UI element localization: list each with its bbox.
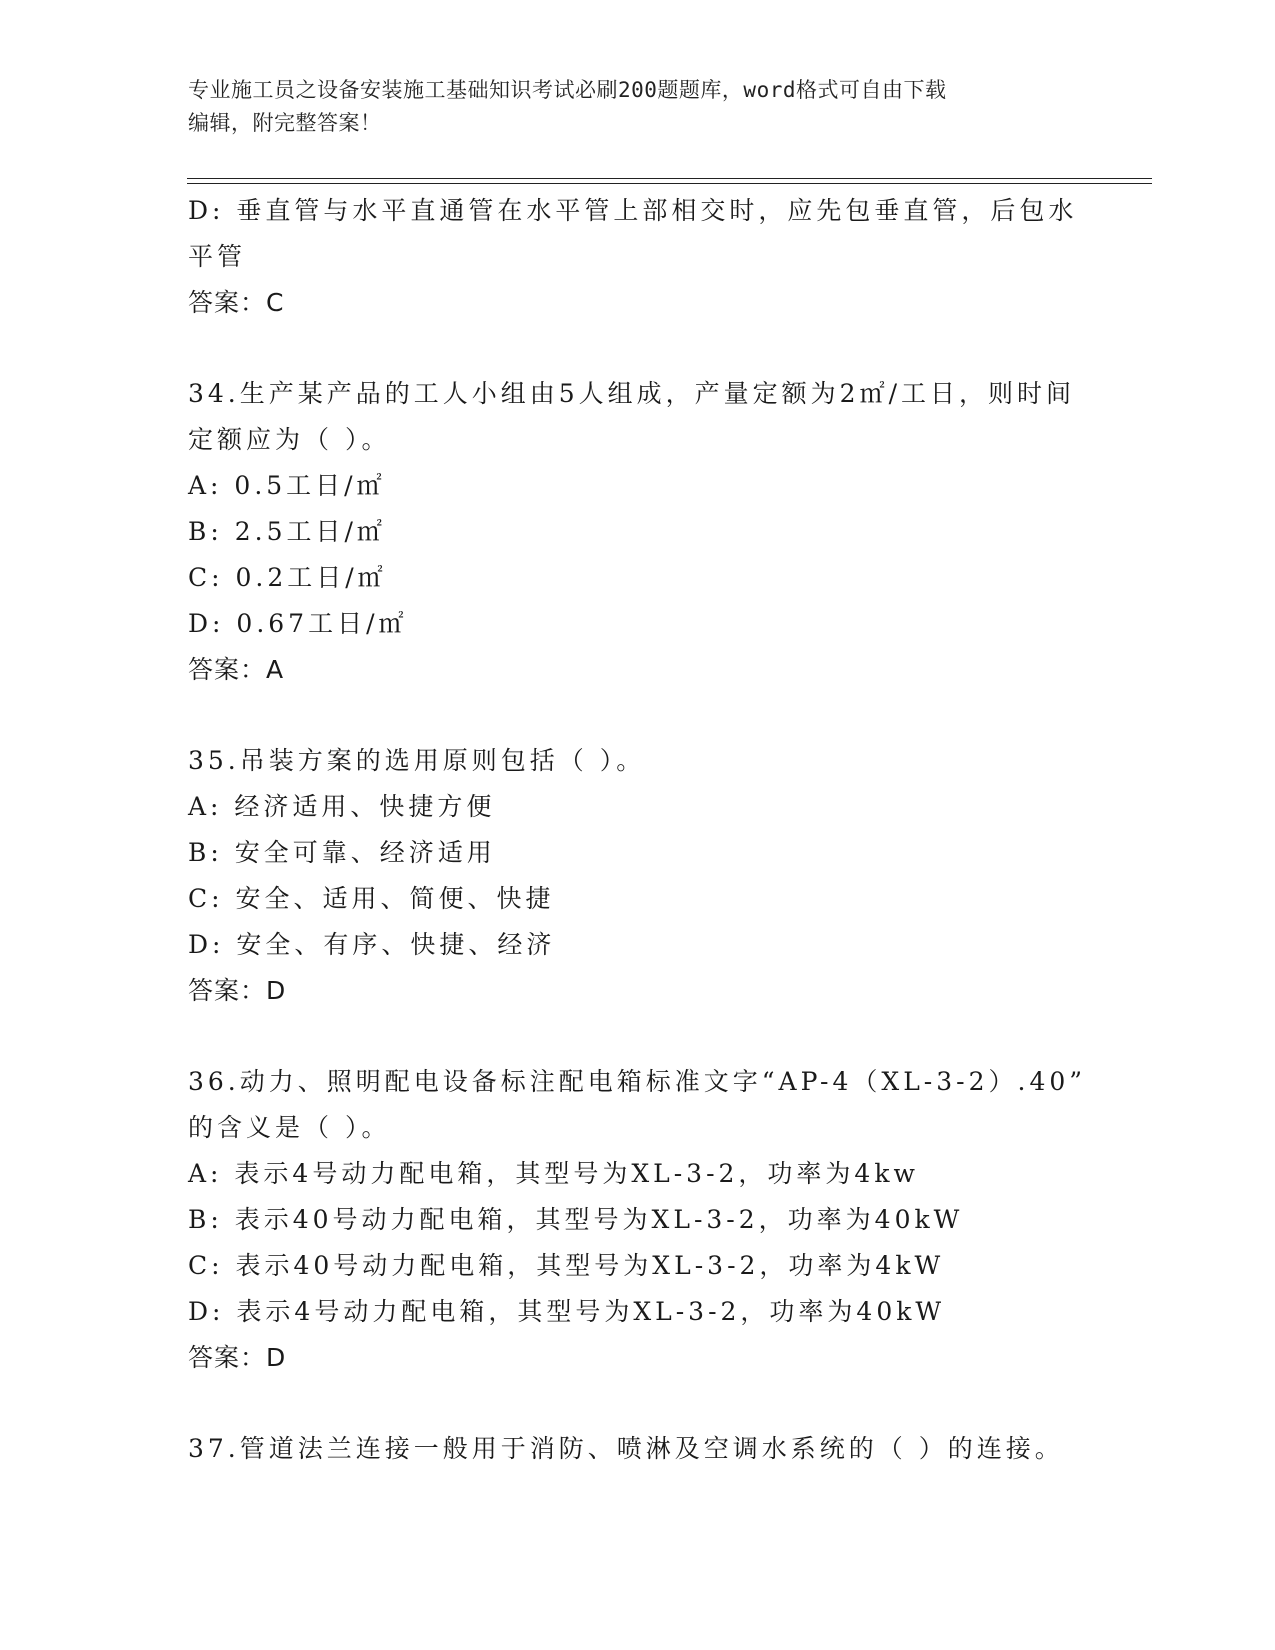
option-d: D: 垂直管与水平直通管在水平管上部相交时，应先包垂直管，后包水 <box>188 196 1078 225</box>
option-d-continued: 平管 <box>188 242 247 271</box>
spacer <box>188 1381 1108 1426</box>
question-stem: 36.动力、照明配电设备标注配电箱标准文字“AP-4（XL-3-2）.40” <box>188 1067 1087 1096</box>
option-a: A: 经济适用、快捷方便 <box>188 792 496 821</box>
option-c: C: 0.2工日/㎡ <box>188 563 387 592</box>
question-stem-continued: 定额应为（ ）。 <box>188 425 391 454</box>
answer-label: 答案：D <box>188 1343 287 1372</box>
spacer <box>188 1014 1108 1059</box>
option-a: A: 表示4号动力配电箱，其型号为XL-3-2，功率为4kw <box>188 1159 919 1188</box>
header-title-line-1: 专业施工员之设备安装施工基础知识考试必刷200题题库，word格式可自由下载 <box>188 78 947 102</box>
header-divider-bottom <box>187 183 1152 184</box>
answer-label: 答案：D <box>188 976 287 1005</box>
header-title-line-2: 编辑，附完整答案！ <box>188 111 382 135</box>
option-d: D: 表示4号动力配电箱，其型号为XL-3-2，功率为40kW <box>188 1297 946 1326</box>
option-a: A: 0.5工日/㎡ <box>188 471 386 500</box>
question-stem-continued: 的含义是（ ）。 <box>188 1113 391 1142</box>
option-b: B: 表示40号动力配电箱，其型号为XL-3-2，功率为40kW <box>188 1205 964 1234</box>
question-stem: 34.生产某产品的工人小组由5人组成，产量定额为2㎡/工日，则时间 <box>188 379 1075 408</box>
question-36 <box>188 1059 1108 1381</box>
spacer <box>188 693 1108 738</box>
question-35 <box>188 738 1108 1014</box>
option-c: C: 表示40号动力配电箱，其型号为XL-3-2，功率为4kW <box>188 1251 945 1280</box>
question-37 <box>188 1426 1108 1472</box>
option-d: D: 安全、有序、快捷、经济 <box>188 930 556 959</box>
question-stem: 35.吊装方案的选用原则包括（ ）。 <box>188 746 646 775</box>
question-33-tail <box>188 188 1108 326</box>
question-stem: 37.管道法兰连接一般用于消防、喷淋及空调水系统的（ ）的连接。 <box>188 1434 1064 1463</box>
question-34 <box>188 371 1108 693</box>
answer-label: 答案：A <box>188 655 285 684</box>
option-d: D: 0.67工日/㎡ <box>188 609 408 638</box>
option-c: C: 安全、适用、简便、快捷 <box>188 884 555 913</box>
option-b: B: 2.5工日/㎡ <box>188 517 386 546</box>
document-body <box>188 188 1108 1472</box>
answer-label: 答案：C <box>188 288 285 317</box>
spacer <box>188 326 1108 371</box>
document-header <box>188 74 1088 140</box>
header-divider-top <box>187 178 1152 179</box>
option-b: B: 安全可靠、经济适用 <box>188 838 496 867</box>
